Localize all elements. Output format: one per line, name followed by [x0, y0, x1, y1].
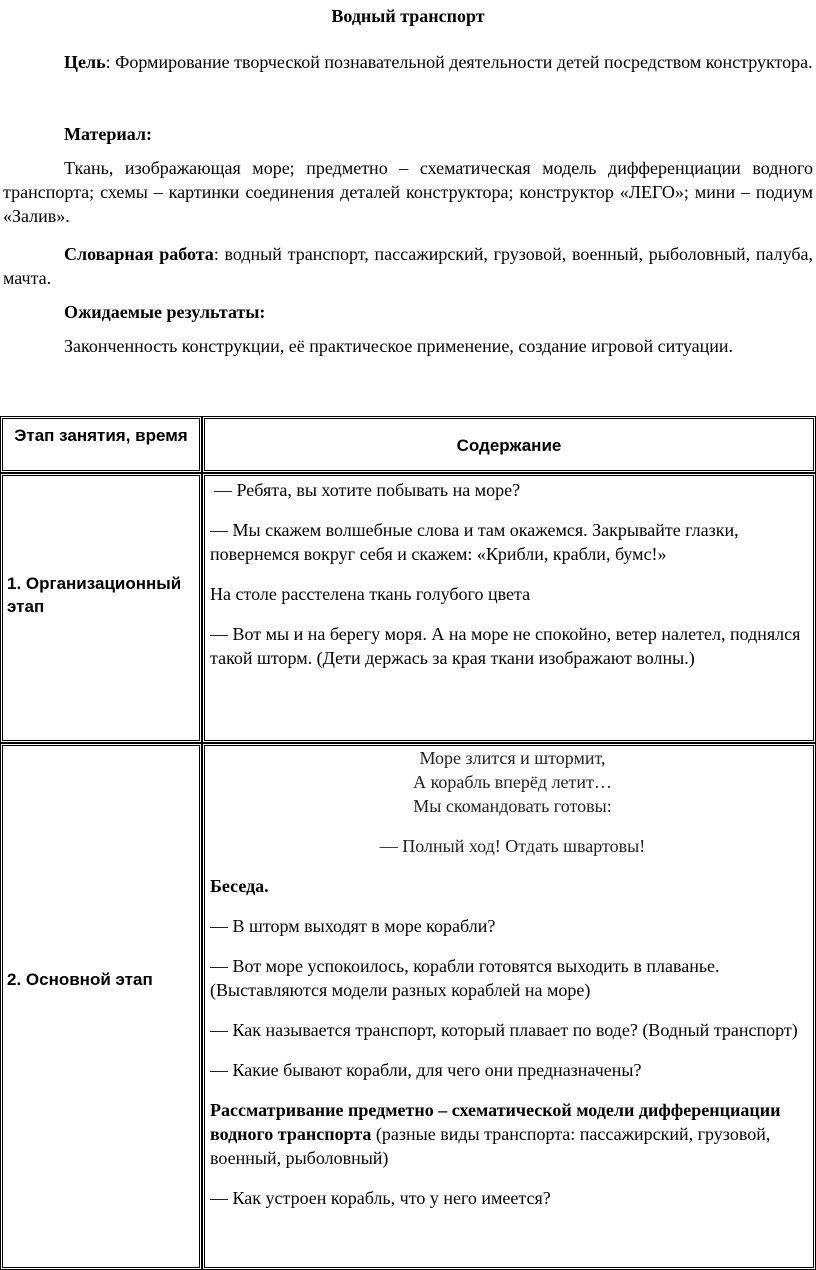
document-title: Водный транспорт — [331, 6, 485, 26]
row1-stage-cell — [0, 473, 202, 743]
row1-content-cell — [202, 473, 816, 743]
row2-content-cell — [202, 743, 816, 1270]
row1-line-4: — Вот мы и на берегу моря. А на море не спокойно, ветер налетел, поднялся такой шторм. (Дети держась за края ткани изображают волны.) — [210, 624, 801, 668]
header-stage: Этап занятия, время — [14, 426, 188, 445]
row1-stage: 1. Организационный этап — [7, 574, 182, 616]
poem-line-4: — Полный ход! Отдать швартовы! — [379, 836, 646, 856]
goal-label: Цель — [64, 52, 106, 72]
poem-line-2: А корабль вперёд летит… — [413, 772, 612, 792]
goal-text: : Формирование творческой познавательной деятельности детей посредством конструктора. — [105, 52, 813, 72]
lesson-table — [0, 413, 816, 1270]
row2-content — [210, 746, 815, 1210]
question-5: — Как устроен корабль, что у него имеется? — [210, 1188, 551, 1208]
vocab-paragraph — [3, 242, 813, 290]
model-bold: Рассматривание предметно – схематической модели дифференциации водного транспорта — [210, 1100, 781, 1144]
question-4: — Какие бывают корабли, для чего они предназначены? — [210, 1060, 642, 1080]
header-stage-cell — [0, 416, 202, 473]
vocab-text: : водный транспорт, пассажирский, грузовой, военный, рыболовный, палуба, мачта. — [3, 244, 813, 288]
vocab-label: Словарная работа — [64, 244, 214, 264]
question-1: — В шторм выходят в море корабли? — [210, 916, 496, 936]
model-rest: (разные виды транспорта: пассажирский, грузовой, военный, рыболовный) — [210, 1124, 771, 1168]
material-text: Ткань, изображающая море; предметно – схематическая модель дифференциации водного транспорта; схемы – картинки соединения деталей конструктора; конструктор «ЛЕГО»; мини – подиум «Залив». — [3, 158, 813, 226]
model-paragraph — [210, 1098, 815, 1170]
material-label: Материал: — [64, 124, 152, 144]
talk-label: Беседа. — [210, 876, 269, 896]
row1-content — [210, 478, 815, 670]
results-label: Ожидаемые результаты: — [64, 302, 266, 322]
row1-line-1: — Ребята, вы хотите побывать на море? — [214, 480, 521, 500]
question-3: — Как называется транспорт, который плавает по воде? (Водный транспорт) — [210, 1020, 798, 1040]
poem-line-3: Мы скомандовать готовы: — [413, 796, 612, 816]
header-content: Содержание — [456, 436, 562, 455]
row1-line-3: На столе расстелена ткань голубого цвета — [210, 584, 531, 604]
poem-line-1: Море злится и штормит, — [419, 748, 606, 768]
row2-stage-cell — [0, 743, 202, 1270]
goal-paragraph — [3, 50, 813, 74]
question-2: — Вот море успокоилось, корабли готовятся выходить в плаванье. (Выставляются модели разных кораблей на море) — [210, 956, 720, 1000]
results-text: Законченность конструкции, её практическое применение, создание игровой ситуации. — [64, 336, 733, 356]
header-content-cell — [202, 416, 816, 473]
row1-line-2: — Мы скажем волшебные слова и там окажемся. Закрывайте глазки, повернемся вокруг себя и скажем: «Крибли, крабли, бумс!» — [210, 520, 739, 564]
row2-stage: 2. Основной этап — [7, 970, 153, 989]
